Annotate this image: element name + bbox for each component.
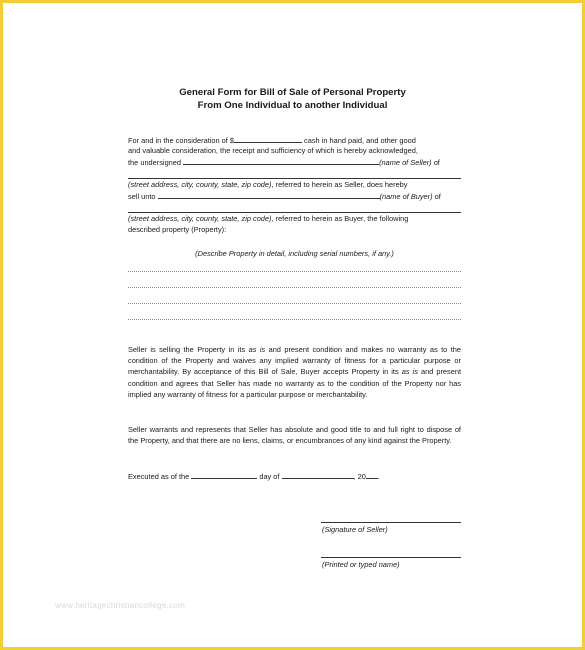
document-title-line-2: From One Individual to another Individual [197, 100, 388, 111]
of-text-2: of [432, 192, 441, 201]
buyer-address-label: (street address, city, county, state, zip code) [128, 214, 272, 223]
seller-address-line [128, 179, 461, 190]
property-description-line-4[interactable] [128, 319, 461, 320]
buyer-address-text: , referred to herein as Buyer, the following [271, 214, 409, 223]
as-is-italic-1: as is [248, 345, 266, 354]
seller-address-label: (street address, city, county, state, zip code) [128, 180, 272, 189]
printed-name-label: (Printed or typed name) [322, 560, 400, 569]
consideration-text: For and in the consideration of $ [128, 136, 234, 145]
buyer-line [128, 190, 461, 202]
year-blank[interactable] [366, 470, 378, 479]
executed-line [128, 470, 461, 482]
period: . [377, 472, 380, 481]
of-text: of [431, 158, 440, 167]
as-is-italic-2: as is [401, 367, 418, 377]
as-is-text-2: and present condition and makes no warranty as to the condition of the Property and waives any implied warranty of fitness for a particular purpose or merchantability. By acceptance of this Bill of Sale, Buyer accepts Property in its [128, 345, 461, 377]
buyer-address-line [128, 213, 461, 224]
property-description-line-1[interactable] [128, 271, 461, 272]
undersigned-text: the undersigned [128, 158, 184, 167]
buyer-name-blank[interactable] [158, 190, 380, 199]
as-is-text-1: Seller is selling the Property in its [128, 345, 249, 354]
seller-name-label: (name of Seller) [379, 158, 432, 167]
document-title-line-1: General Form for Bill of Sale of Personal Property [179, 87, 406, 98]
year-prefix: , 20 [353, 472, 366, 481]
month-blank[interactable] [282, 470, 354, 479]
seller-address-text: , referred to herein as Seller, does hereby [271, 180, 408, 189]
consideration-text-2: cash in hand paid, and other good [302, 136, 416, 145]
day-of-text: day of [257, 472, 282, 481]
printed-name-line[interactable] [321, 557, 461, 558]
sell-unto-text: sell unto [128, 192, 158, 201]
day-blank[interactable] [191, 470, 257, 479]
property-description-line-3[interactable] [128, 303, 461, 304]
watermark: www.heritagechristiancollege.com [55, 601, 186, 610]
as-is-text-3: and present condition and agrees that Seller has made no warranty as to the condition of the Property nor has implied any warranty of fitness for a particular purpose or merchantability. [128, 367, 461, 399]
consideration-line-2: and valuable consideration, the receipt and sufficiency of which is hereby acknowledged, [128, 146, 418, 155]
describe-property-note: (Describe Property in detail, including serial numbers, if any.) [195, 249, 394, 258]
described-property-line: described property (Property): [128, 225, 227, 234]
as-is-paragraph [128, 344, 461, 400]
warranty-paragraph: Seller warrants and represents that Seller has absolute and good title to and full right to dispose of the Property, and that there are no liens, claims, or encumbrances of any kind against the Property. [128, 425, 461, 446]
seller-name-blank[interactable] [183, 156, 379, 165]
seller-line [128, 156, 461, 168]
seller-signature-label: (Signature of Seller) [322, 525, 388, 534]
buyer-name-label: (name of Buyer) [379, 192, 433, 201]
amount-blank[interactable] [234, 134, 302, 143]
executed-text: Executed as of the [128, 472, 192, 481]
property-description-line-2[interactable] [128, 287, 461, 288]
seller-signature-line[interactable] [321, 522, 461, 523]
